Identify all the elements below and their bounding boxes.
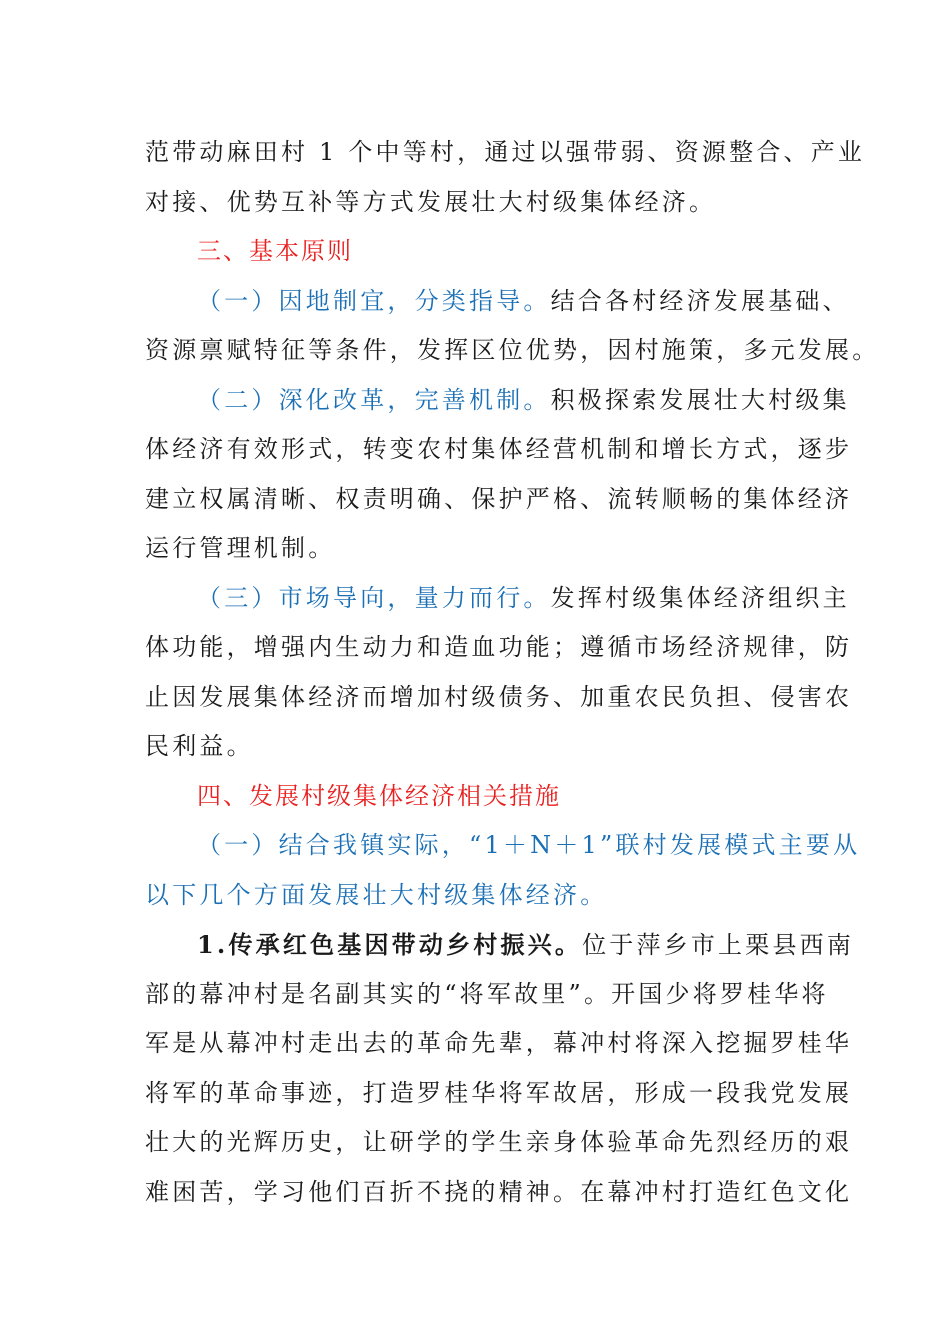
paragraph-text: 积极探索发展壮大村级集 <box>550 385 850 414</box>
paragraph-line: 建立权属清晰、权责明确、保护严格、流转顺畅的集体经济 <box>145 484 853 513</box>
paragraph-line: 难困苦，学习他们百折不挠的精神。在幕冲村打造红色文化 <box>145 1177 853 1206</box>
paragraph-line: 范带动麻田村 1 个中等村，通过以强带弱、资源整合、产业 <box>145 138 866 166</box>
paragraph-line: 将军的革命事迹，打造罗桂华将军故居，形成一段我党发展 <box>145 1078 853 1107</box>
paragraph-text: 结合各村经济发展基础、 <box>550 286 850 315</box>
paragraph-line: 资源禀赋特征等条件，发挥区位优势，因村施策，多元发展。 <box>145 336 880 364</box>
paragraph-line <box>145 920 855 970</box>
paragraph-line: 体功能，增强内生动力和造血功能；遵循市场经济规律，防 <box>145 633 853 661</box>
item-title: 1.传承红色基因带动乡村振兴。 <box>197 930 583 959</box>
paragraph-line: 体经济有效形式，转变农村集体经营机制和增长方式，逐步 <box>145 435 853 463</box>
section-heading-principles: 三、基本原则 <box>197 237 353 265</box>
subsection-title: （三）市场导向，量力而行。 <box>197 583 551 612</box>
paragraph-line <box>145 376 850 426</box>
section-heading-measures: 四、发展村级集体经济相关措施 <box>197 781 561 810</box>
paragraph-line <box>145 277 850 327</box>
subsection-line: 以下几个方面发展壮大村级集体经济。 <box>145 880 608 909</box>
paragraph-line: 运行管理机制。 <box>145 534 336 562</box>
subsection-line: （一）结合我镇实际，“1＋N＋1”联村发展模式主要从 <box>197 831 861 859</box>
paragraph-line <box>145 574 850 624</box>
paragraph-line: 壮大的光辉历史，让研学的学生亲身体验革命先烈经历的艰 <box>145 1128 853 1156</box>
paragraph-line: 军是从幕冲村走出去的革命先辈，幕冲村将深入挖掘罗桂华 <box>145 1029 853 1057</box>
paragraph-line: 止因发展集体经济而增加村级债务、加重农民负担、侵害农 <box>145 682 853 711</box>
subsection-title: （二）深化改革，完善机制。 <box>197 385 551 414</box>
document-page <box>145 128 880 1217</box>
paragraph-text: 发挥村级集体经济组织主 <box>550 583 850 612</box>
subsection-title: （一）因地制宜，分类指导。 <box>197 286 551 315</box>
paragraph-line: 部的幕冲村是名副其实的“将军故里”。开国少将罗桂华将 <box>145 979 829 1008</box>
paragraph-line: 民利益。 <box>145 732 254 760</box>
paragraph-line: 对接、优势互补等方式发展壮大村级集体经济。 <box>145 187 717 216</box>
paragraph-text: 位于萍乡市上栗县西南 <box>582 931 855 959</box>
